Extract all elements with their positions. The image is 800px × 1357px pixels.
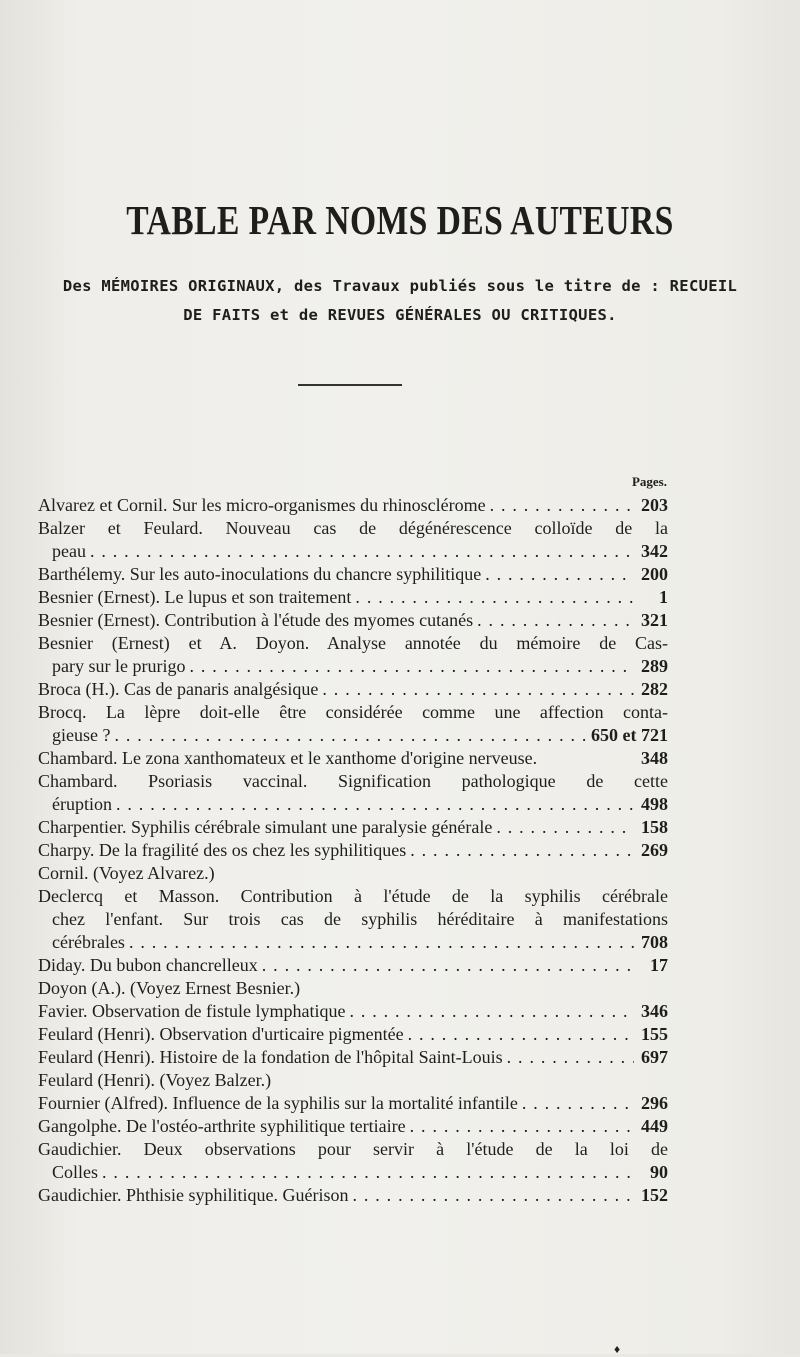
index-entry [38,540,668,563]
entry-text: Charpentier. Syphilis cérébrale simulant une paralysie générale [38,817,493,837]
entry-text: Feulard (Henri). (Voyez Balzer.) [38,1070,272,1090]
printer-mark: ♦ [614,1342,621,1356]
dot-leader [322,678,634,701]
dot-leader [189,655,634,678]
index-entry [38,632,668,655]
entry-page-number: 449 [641,1116,668,1136]
dot-leader [496,816,634,839]
index-entry [38,977,668,1000]
dot-leader [116,793,634,816]
entry-text: Favier. Observation de fistule lymphatique [38,1001,346,1021]
dot-leader [408,1023,634,1046]
entry-text: Fournier (Alfred). Influence de la syphilis sur la mortalité infantile [38,1093,518,1113]
index-entry [38,931,668,954]
author-index-list [38,494,668,1207]
index-entry [38,1184,668,1207]
entry-text: Doyon (A.). (Voyez Ernest Besnier.) [38,978,301,998]
index-entry [38,770,668,793]
entry-page-number: 498 [641,794,668,814]
entry-text: Declercq et Masson. Contribution à l'étude de la syphilis cérébrale [38,886,668,906]
entry-text: Chambard. Psoriasis vaccinal. Signification pathologique de cette [38,771,668,791]
entry-text: Feulard (Henri). Observation d'urticaire pigmentée [38,1024,404,1044]
index-entry [38,793,668,816]
entry-page-number: 200 [641,564,668,584]
title-divider [298,384,402,386]
index-entry [38,1000,668,1023]
index-entry [38,724,668,747]
index-entry [38,609,668,632]
entry-text: Cornil. (Voyez Alvarez.) [38,863,215,883]
dot-leader [349,1000,634,1023]
entry-text: chez l'enfant. Sur trois cas de syphilis héréditaire à manifestations [52,909,668,929]
entry-text: Balzer et Feulard. Nouveau cas de dégénérescence colloïde de la [38,518,668,538]
dot-leader [90,540,634,563]
dot-leader [102,1161,634,1184]
index-entry [38,1046,668,1069]
dot-leader [490,494,634,517]
entry-page-number: 203 [641,495,668,515]
dot-leader [485,563,634,586]
index-entry [38,1138,668,1161]
pages-column-header: Pages. [631,474,667,489]
entry-page-number: 17 [650,955,668,975]
dot-leader [410,1115,634,1138]
index-entry [38,563,668,586]
entry-text: gieuse ? [52,725,111,745]
index-entry [38,885,668,908]
index-entry [38,862,668,885]
index-entry [38,678,668,701]
entry-text: Gaudichier. Deux observations pour servir à l'étude de la loi de [38,1139,668,1159]
entry-page-number: 708 [641,932,668,952]
entry-page-number: 346 [641,1001,668,1021]
entry-page-number: 296 [641,1093,668,1113]
dot-leader [114,724,587,747]
entry-text: Colles [52,1162,99,1182]
entry-page-number: 158 [641,817,668,837]
dot-leader [410,839,634,862]
entry-page-number: 289 [641,656,668,676]
dot-leader [129,931,634,954]
index-entry [38,816,668,839]
index-entry [38,908,668,931]
entry-page-number: 348 [641,748,668,768]
entry-text: Besnier (Ernest). Contribution à l'étude des myomes cutanés [38,610,474,630]
entry-text: Alvarez et Cornil. Sur les micro-organismes du rhinosclérome [38,495,486,515]
entry-page-number: 282 [641,679,668,699]
entry-page-number: 269 [641,840,668,860]
entry-text: cérébrales [52,932,125,952]
index-entry [38,494,668,517]
entry-page-number: 321 [641,610,668,630]
entry-page-number: 650 et 721 [591,725,668,745]
entry-page-number: 1 [659,587,668,607]
index-entry [38,517,668,540]
entry-page-number: 152 [641,1185,668,1205]
entry-text: éruption [52,794,112,814]
index-entry [38,1069,668,1092]
index-entry [38,701,668,724]
dot-leader [352,1184,634,1207]
index-entry [38,1115,668,1138]
dot-leader [355,586,634,609]
entry-page-number: 155 [641,1024,668,1044]
entry-text: Diday. Du bubon chancrelleux [38,955,258,975]
entry-text: Besnier (Ernest) et A. Doyon. Analyse annotée du mémoire de Cas- [38,633,668,653]
entry-text: Gangolphe. De l'ostéo-arthrite syphilitique tertiaire [38,1116,406,1136]
dot-leader [262,954,634,977]
dot-leader [507,1046,634,1069]
entry-page-number: 342 [641,541,668,561]
entry-text: Chambard. Le zona xanthomateux et le xanthome d'origine nerveuse. [38,748,538,768]
entry-text: Feulard (Henri). Histoire de la fondation de l'hôpital Saint-Louis [38,1047,503,1067]
entry-text: Broca (H.). Cas de panaris analgésique [38,679,319,699]
entry-page-number: 697 [641,1047,668,1067]
index-entry [38,655,668,678]
index-entry [38,1161,668,1184]
index-entry [38,747,668,770]
subtitle-line-1: Des MÉMOIRES ORIGINAUX, des Travaux publiés sous le titre de : RECUEIL [62,277,738,295]
dot-leader [522,1092,634,1115]
entry-text: Gaudichier. Phthisie syphilitique. Guérison [38,1185,349,1205]
page-title: TABLE PAR NOMS DES AUTEURS [126,197,674,243]
entry-text: Brocq. La lèpre doit-elle être considérée comme une affection conta- [38,702,668,722]
entry-text: pary sur le prurigo [52,656,186,676]
index-entry [38,839,668,862]
dot-leader [477,609,634,632]
index-entry [38,954,668,977]
index-entry [38,1023,668,1046]
index-entry [38,1092,668,1115]
subtitle-line-2: DE FAITS et de REVUES GÉNÉRALES OU CRITIQUES. [183,306,617,324]
entry-text: Charpy. De la fragilité des os chez les syphilitiques [38,840,407,860]
entry-text: Barthélemy. Sur les auto-inoculations du chancre syphilitique [38,564,482,584]
entry-page-number: 90 [650,1162,668,1182]
entry-text: peau [52,541,86,561]
entry-text: Besnier (Ernest). Le lupus et son traitement [38,587,352,607]
index-entry [38,586,668,609]
